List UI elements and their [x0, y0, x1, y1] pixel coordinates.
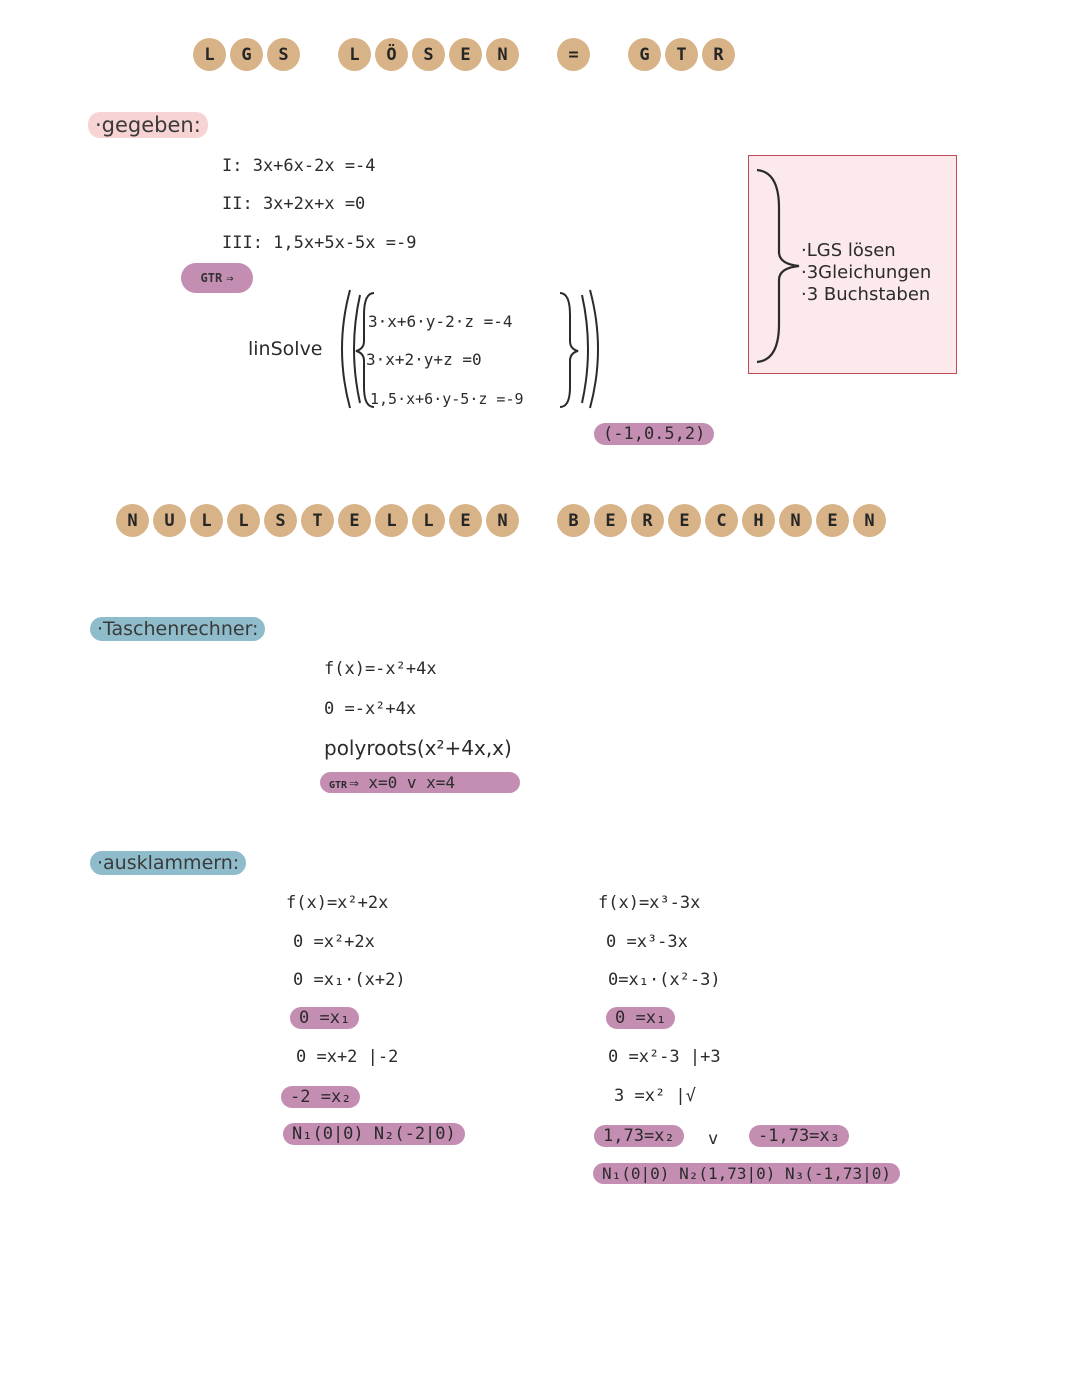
lgs-title	[193, 38, 739, 71]
left-line-4: 0 =x+2 |-2	[296, 1047, 399, 1067]
note-line: ·3Gleichungen	[801, 262, 932, 283]
left-root-1: 0 =x₁	[290, 1007, 359, 1029]
title-equals: =	[557, 38, 590, 71]
right-line-2: 0 =x³-3x	[606, 932, 688, 952]
right-line-3: 0=x₁·(x²-3)	[608, 970, 721, 990]
gtr-arrow-tag	[181, 263, 253, 293]
nullstellen-title	[116, 504, 890, 537]
system-row-3: 1,5·x+6·y-5·z =-9	[370, 390, 524, 408]
title-letter: N	[486, 38, 519, 71]
title-letter: U	[153, 504, 186, 537]
right-root-2: 1,73=x₂	[594, 1125, 684, 1147]
right-root-3: -1,73=x₃	[749, 1125, 849, 1147]
title-letter: L	[227, 504, 260, 537]
calc-result-text: ⇒ x=0 v x=4	[349, 773, 456, 792]
title-letter: N	[116, 504, 149, 537]
title-letter: C	[705, 504, 738, 537]
calculator-label: ·Taschenrechner:	[90, 617, 265, 641]
equation-2: II: 3x+2x+x =0	[222, 194, 366, 214]
calc-result	[320, 772, 520, 793]
title-letter: G	[230, 38, 263, 71]
system-row-1: 3·x+6·y-2·z =-4	[368, 312, 513, 331]
title-letter: L	[412, 504, 445, 537]
title-letter: G	[628, 38, 661, 71]
equation-3: III: 1,5x+5x-5x =-9	[222, 233, 417, 253]
title-letter: Ö	[375, 38, 408, 71]
title-letter: E	[594, 504, 627, 537]
title-letter: T	[301, 504, 334, 537]
title-letter: S	[412, 38, 445, 71]
calc-line-1: f(x)=-x²+4x	[324, 659, 437, 679]
left-line-3: 0 =x₁·(x+2)	[293, 970, 406, 990]
calc-line-2: 0 =-x²+4x	[324, 699, 417, 719]
equation-1: I: 3x+6x-2x =-4	[222, 156, 376, 176]
right-line-4: 0 =x²-3 |+3	[608, 1047, 721, 1067]
title-letter: E	[449, 504, 482, 537]
note-line: ·LGS lösen	[801, 240, 896, 261]
factor-label: ·ausklammern:	[90, 851, 246, 875]
right-line-5: 3 =x² |√	[614, 1086, 696, 1106]
lgs-result: (-1,0.5,2)	[594, 423, 714, 445]
title-letter: L	[190, 504, 223, 537]
title-letter: E	[338, 504, 371, 537]
arrow-icon: ⇒	[226, 271, 234, 285]
title-letter: E	[668, 504, 701, 537]
title-letter: T	[665, 38, 698, 71]
right-root-1: 0 =x₁	[606, 1007, 675, 1029]
title-letter: N	[779, 504, 812, 537]
curly-brace-icon	[753, 168, 803, 364]
calc-line-3: polyroots(x²+4x,x)	[324, 736, 512, 760]
title-letter: B	[557, 504, 590, 537]
or-symbol: v	[708, 1129, 719, 1149]
title-letter: N	[486, 504, 519, 537]
linsolve-label: linSolve	[248, 338, 323, 360]
title-letter: E	[816, 504, 849, 537]
gtr-tag-text: GTR	[329, 780, 348, 791]
title-letter: L	[375, 504, 408, 537]
right-line-1: f(x)=x³-3x	[598, 893, 701, 913]
left-zeros: N₁(0|0) N₂(-2|0)	[283, 1123, 465, 1145]
title-letter: R	[702, 38, 735, 71]
title-letter: R	[631, 504, 664, 537]
title-letter: L	[193, 38, 226, 71]
given-label: ·gegeben:	[88, 112, 208, 138]
title-letter: S	[264, 504, 297, 537]
title-letter: E	[449, 38, 482, 71]
title-letter: L	[338, 38, 371, 71]
note-text	[801, 240, 931, 306]
title-letter: S	[267, 38, 300, 71]
left-line-2: 0 =x²+2x	[293, 932, 375, 952]
left-line-1: f(x)=x²+2x	[286, 893, 389, 913]
title-letter: N	[853, 504, 886, 537]
note-line: ·3 Buchstaben	[801, 284, 931, 305]
left-root-2: -2 =x₂	[281, 1086, 360, 1108]
right-zeros: N₁(0|0) N₂(1,73|0) N₃(-1,73|0)	[593, 1163, 900, 1184]
system-row-2: 3·x+2·y+z =0	[366, 350, 482, 369]
note-box	[748, 155, 957, 374]
title-letter: H	[742, 504, 775, 537]
gtr-tag-text: GTR	[200, 271, 223, 285]
